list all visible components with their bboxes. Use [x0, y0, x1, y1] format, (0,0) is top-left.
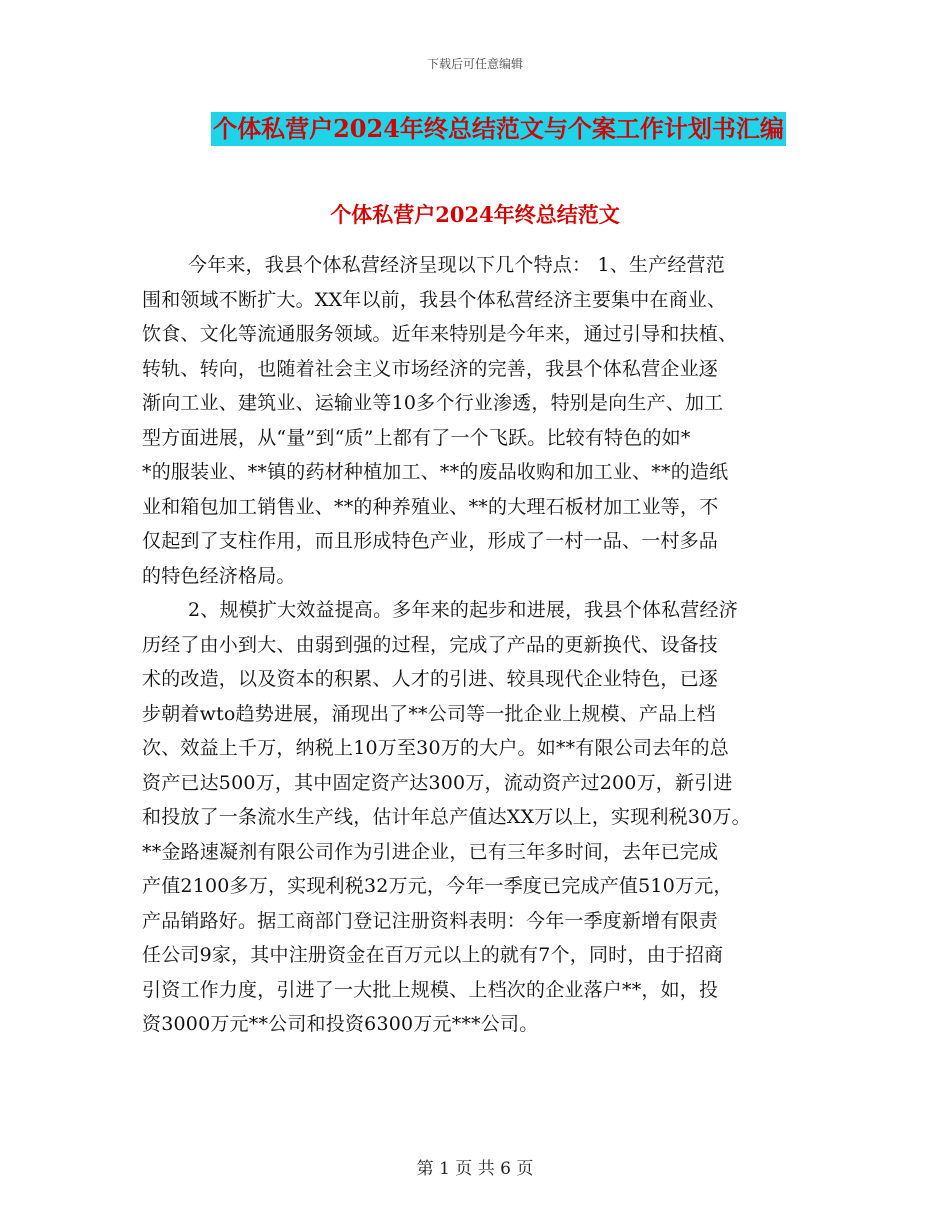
page-number-footer: 第 1 页 共 6 页 [416, 1159, 534, 1179]
paragraph-line: 资产已达500万，其中固定资产达300万，流动资产过200万，新引进 [142, 771, 733, 794]
paragraph-line: 引资工作力度，引进了一大批上规模、上档次的企业落户**，如，投 [142, 978, 719, 1001]
paragraph-line: 仅起到了支柱作用，而且形成特色产业，形成了一村一品、一村多品 [142, 530, 719, 552]
paragraph-line: 转轨、转向，也随着社会主义市场经济的完善，我县个体私营企业逐 [142, 357, 719, 380]
paragraph-line: 术的改造，以及资本的积累、人才的引进、较具现代企业特色，已逐 [142, 668, 719, 690]
paragraph-line: 2、规模扩大效益提高。多年来的起步和进展，我县个体私营经济 [188, 599, 738, 621]
paragraph-line: 和投放了一条流水生产线，估计年总产值达XX万以上，实现利税30万。 [142, 806, 751, 828]
paragraph-line: 任公司9家，其中注册资金在百万元以上的就有7个，同时，由于招商 [142, 944, 724, 966]
paragraph-line: 历经了由小到大、由弱到强的过程，完成了产品的更新换代、设备技 [142, 633, 719, 656]
paragraph-line: 饮食、文化等流通服务领域。近年来特别是今年来，通过引导和扶植、 [142, 323, 738, 345]
document-main-title: 个体私营户2024年终总结范文与个案工作计划书汇编 [211, 112, 786, 146]
paragraph-line: *的服装业、**镇的药材种植加工、**的废品收购和加工业、**的造纸 [142, 461, 729, 483]
main-title-container [0, 112, 950, 146]
body-text [142, 248, 822, 1042]
paragraph-line: 产品销路好。据工商部门登记注册资料表明：今年一季度新增有限责 [142, 909, 719, 932]
paragraph-line: 渐向工业、建筑业、运输业等10多个行业渗透，特别是向生产、加工 [142, 392, 724, 414]
paragraph-line: 今年来，我县个体私营经济呈现以下几个特点： 1、生产经营范 [188, 254, 725, 276]
section-title: 个体私营户2024年终总结范文 [330, 202, 620, 227]
paragraph-line: 资3000万元**公司和投资6300万元***公司。 [142, 1013, 539, 1035]
paragraph-line: 产值2100多万，实现利税32万元，今年一季度已完成产值510万元， [142, 875, 733, 897]
page-header-note: 下载后可任意编辑 [426, 57, 523, 71]
paragraph-line: 步朝着wto趋势进展，涌现出了**公司等一批企业上规模、产品上档 [142, 702, 716, 725]
paragraph-line: 业和箱包加工销售业、**的种养殖业、**的大理石板材加工业等，不 [142, 495, 719, 518]
paragraph-line: 围和领域不断扩大。XX年以前，我县个体私营经济主要集中在商业、 [142, 288, 727, 311]
paragraph-line: 次、效益上千万，纳税上10万至30万的大户。如**有限公司去年的总 [142, 737, 729, 759]
paragraph-line: **金路速凝剂有限公司作为引进企业，已有三年多时间，去年已完成 [142, 840, 719, 863]
paragraph-line: 的特色经济格局。 [142, 564, 296, 587]
paragraph-line: 型方面进展，从“量”到“质”上都有了一个飞跃。比较有特色的如* [142, 426, 691, 449]
